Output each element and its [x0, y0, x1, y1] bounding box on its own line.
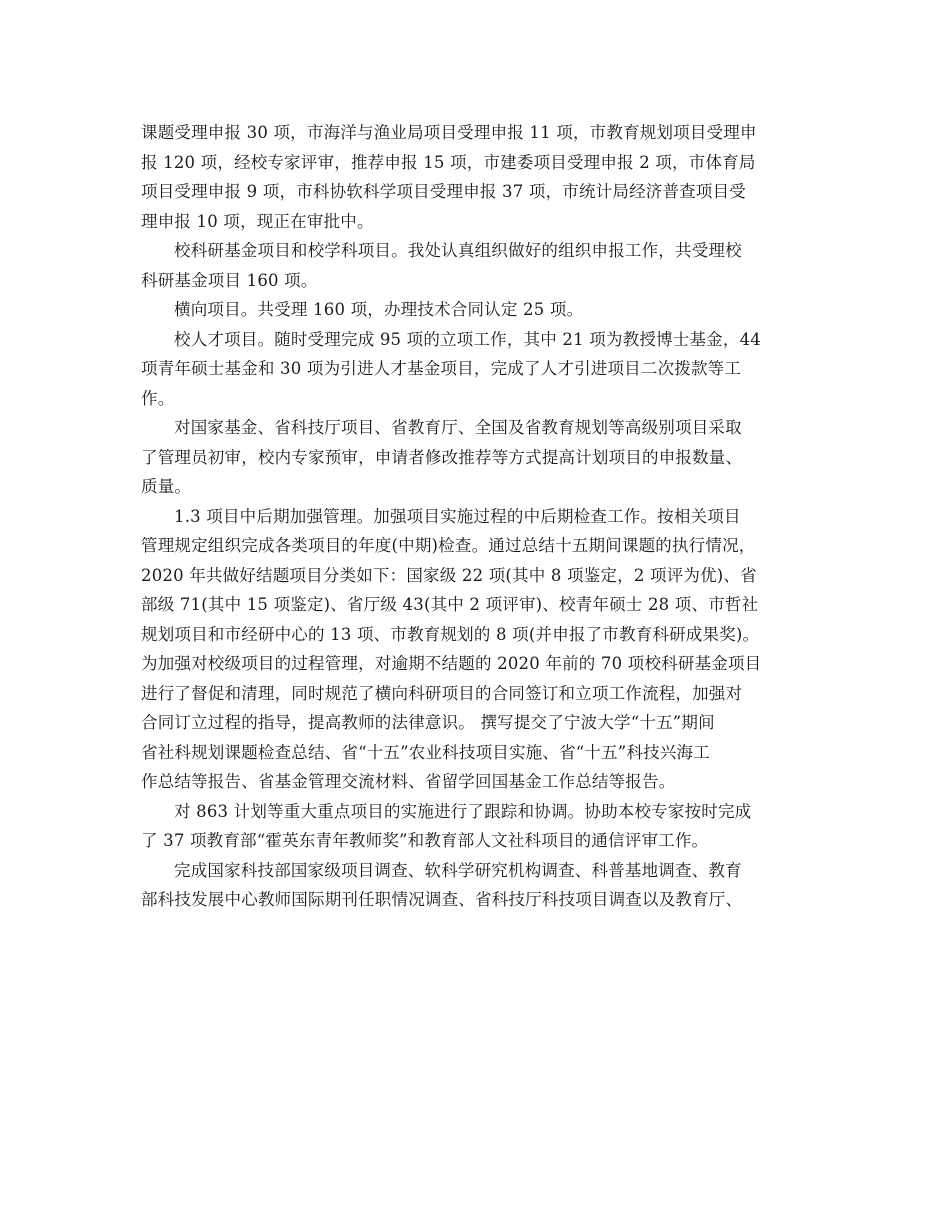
paragraph-surveys — [141, 856, 813, 915]
text-line: 为加强对校级项目的过程管理，对逾期不结题的 2020 年前的 70 项校科研基金项目 — [141, 654, 762, 673]
text-line: 作总结等报告、省基金管理交流材料、省留学回国基金工作总结等报告。 — [141, 772, 676, 791]
text-line: 进行了督促和清理，同时规范了横向科研项目的合同签订和立项工作流程，加强对 — [141, 683, 743, 703]
text-line: 理申报 10 项，现正在审批中。 — [141, 211, 374, 231]
text-line: 管理规定组织完成各类项目的年度(中期)检查。通过总结十五期间课题的执行情况， — [141, 536, 756, 555]
text-line: 质量。 — [141, 477, 192, 496]
text-line: 项目受理申报 9 项，市科协软科学项目受理申报 37 项，市统计局经济普查项目受 — [141, 182, 746, 201]
paragraph-school-research-fund — [141, 236, 813, 295]
text-line: 部科技发展中心教师国际期刊任职情况调查、省科技厅科技项目调查以及教育厅、 — [141, 890, 743, 909]
paragraph-863-plan — [141, 797, 813, 856]
text-line: 项青年硕士基金和 30 项为引进人才基金项目，完成了人才引进项目二次拨款等工 — [141, 359, 742, 378]
text-line: 作。 — [141, 388, 175, 408]
paragraph-provincial-municipal-applications — [141, 118, 813, 236]
text-line: 2020 年共做好结题项目分类如下：国家级 22 项(其中 8 项鉴定，2 项评为优)、省 — [141, 565, 757, 585]
paragraph-mid-late-management — [141, 502, 813, 797]
text-line: 了 37 项教育部“霍英东青年教师奖”和教育部人文社科项目的通信评审工作。 — [141, 831, 709, 850]
paragraph-high-level-projects — [141, 413, 813, 502]
text-line: 校科研基金项目和校学科项目。我处认真组织做好的组织申报工作，共受理校 — [174, 241, 742, 260]
text-line: 校人才项目。随时受理完成 95 项的立项工作，其中 21 项为教授博士基金，44 — [174, 329, 761, 349]
text-line: 报 120 项，经校专家评审，推荐申报 15 项，市建委项目受理申报 2 项，市体育局 — [141, 152, 756, 172]
text-line: 省社科规划课题检查总结、省“十五”农业科技项目实施、省“十五”科技兴海工 — [141, 742, 710, 762]
text-line: 对 863 计划等重大重点项目的实施进行了跟踪和协调。协助本校专家按时完成 — [174, 801, 752, 821]
text-line: 1.3 项目中后期加强管理。加强项目实施过程的中后期检查工作。按相关项目 — [174, 506, 741, 526]
text-line: 了管理员初审，校内专家预审，申请者修改推荐等方式提高计划项目的申报数量、 — [141, 447, 743, 467]
text-line: 完成国家科技部国家级项目调查、软科学研究机构调查、科普基地调查、教育 — [174, 860, 742, 880]
text-line: 对国家基金、省科技厅项目、省教育厅、全国及省教育规划等高级别项目采取 — [174, 418, 742, 437]
paragraph-horizontal-projects — [141, 295, 813, 325]
text-line: 科研基金项目 160 项。 — [141, 270, 318, 290]
document-body — [141, 118, 813, 915]
text-line: 规划项目和市经研中心的 13 项、市教育规划的 8 项(并申报了市教育科研成果奖)。 — [141, 624, 760, 644]
paragraph-talent-projects — [141, 325, 813, 414]
text-line: 部级 71(其中 15 项鉴定)、省厅级 43(其中 2 项评审)、校青年硕士 28 项、市哲社 — [141, 595, 759, 614]
text-line: 合同订立过程的指导，提高教师的法律意识。 撰写提交了宁波大学“十五”期间 — [141, 713, 715, 732]
text-line: 课题受理申报 30 项，市海洋与渔业局项目受理申报 11 项，市教育规划项目受理申 — [141, 123, 757, 142]
text-line: 横向项目。共受理 160 项，办理技术合同认定 25 项。 — [174, 300, 584, 319]
